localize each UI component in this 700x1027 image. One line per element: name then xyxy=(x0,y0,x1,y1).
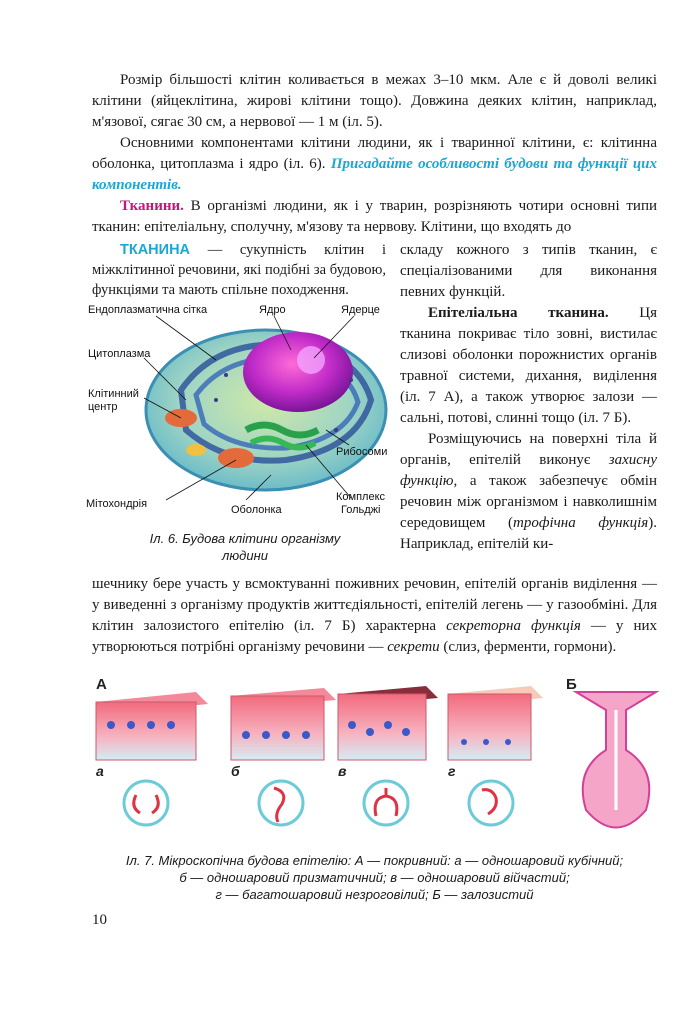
figure-7-caption: Іл. 7. Мікроскопічна будова епітелію: А — покривний: а — одношаровий кубічний; б — одношаровий призматичний; в — одношаровий війчастий; г — багатошаровий незроговілий; Б — залозистий xyxy=(125,853,624,902)
label-mitochondrion: Мітохондрія xyxy=(86,498,148,510)
paragraph-right-column: складу кожного з типів тканин, є спеціалізованими для виконання певних функцій. Епітеліальна тканина. Ця тканина покриває тіло зовні, вистилає слизові оболонки порожнистих органів травної системи, дихання, виділення (іл. 7 А), а також утворює залози — сальні, потові, слинні тощо (іл. 7 Б). Розміщуючись на поверхні тіла й органів, епітелій виконує захисну функцію, а також забезпечує обмін речовин між організмом і навколишнім середовищем (трофічна функція). Наприклад, епітелій ки- xyxy=(400,242,657,552)
tissues-heading: Тканини. xyxy=(120,198,184,214)
label-golgi-2: Гольджі xyxy=(341,504,381,516)
fig7-label-b: б xyxy=(231,763,240,779)
paragraph-components: Основними компонентами клітини людини, як і тваринної клітини, є: клітинна оболонка, цитоплазма і ядро (іл. 6). Пригадайте особливості будови та функції цих компонентів. xyxy=(92,135,657,193)
label-cell-center-2: центр xyxy=(88,401,118,413)
fig7-label-g: г xyxy=(448,763,456,779)
tissue-block-c xyxy=(338,686,438,825)
fig7-label-v: в xyxy=(338,763,347,779)
epithelium-illustration xyxy=(86,680,666,855)
label-cell-center-1: Клітинний xyxy=(88,388,139,400)
figure-cell-structure xyxy=(86,300,391,530)
label-nucleolus: Ядерце xyxy=(341,304,380,316)
label-er: Ендоплазматична сітка xyxy=(88,304,208,316)
fig7-label-a: а xyxy=(96,763,104,779)
epithelium-heading: Епітеліальна тканина. xyxy=(428,305,609,321)
label-ribosomes: Рибосоми xyxy=(336,446,388,458)
paragraph-cell-size: Розмір більшості клітин коливається в межах 3–10 мкм. Але є й доволі великі клітини (яйцеклітина, жирові клітини тощо). Довжина деяких клітин, наприклад, м'язової, сягає 30 см, а нервової — 1 м (іл. 5). xyxy=(92,72,657,130)
definition-term: ТКАНИНА xyxy=(120,242,191,258)
paragraph-tissues: Тканини. В організмі людини, як і у тварин, розрізняють чотири основні типи тканин: епітеліальну, сполучну, м'язову та нервову. Клітини, що входять до xyxy=(92,198,658,235)
fig7-label-A: А xyxy=(96,676,107,693)
gland-illustration xyxy=(576,692,656,828)
tissue-block-d xyxy=(448,686,543,825)
figure-6-caption: Іл. 6. Будова клітини організму людини xyxy=(149,531,341,563)
tissue-block-b xyxy=(231,688,336,825)
figure-epithelium xyxy=(86,676,666,855)
fig7-label-B: Б xyxy=(566,676,577,693)
label-membrane: Оболонка xyxy=(231,504,282,516)
tissue-block-a xyxy=(96,692,208,825)
definition-tissue: ТКАНИНА — сукупність клітин і міжклітинної речовини, які подібні за будовою, функціями та мають спільне походження. xyxy=(92,242,387,298)
paragraph-epithelium-functions: шечнику бере участь у всмоктуванні поживних речовин, епітелій органів виділення — у виведенні з організму продуктів життєдіяльності, епітелій легень — у газообміні. Для клітин залозистого епітелію (іл. 7 Б) характерна секреторна функція — у них утворюються потрібні організму речовини — секрети (слиз, ферменти, гормони). xyxy=(92,576,657,655)
label-golgi-1: Комплекс xyxy=(336,491,386,503)
label-nucleus: Ядро xyxy=(259,304,286,316)
page-number: 10 xyxy=(92,912,107,928)
label-cytoplasm: Цитоплазма xyxy=(88,348,151,360)
task-prompt: Пригадайте особливості будови та функції цих компонентів. xyxy=(92,156,657,193)
